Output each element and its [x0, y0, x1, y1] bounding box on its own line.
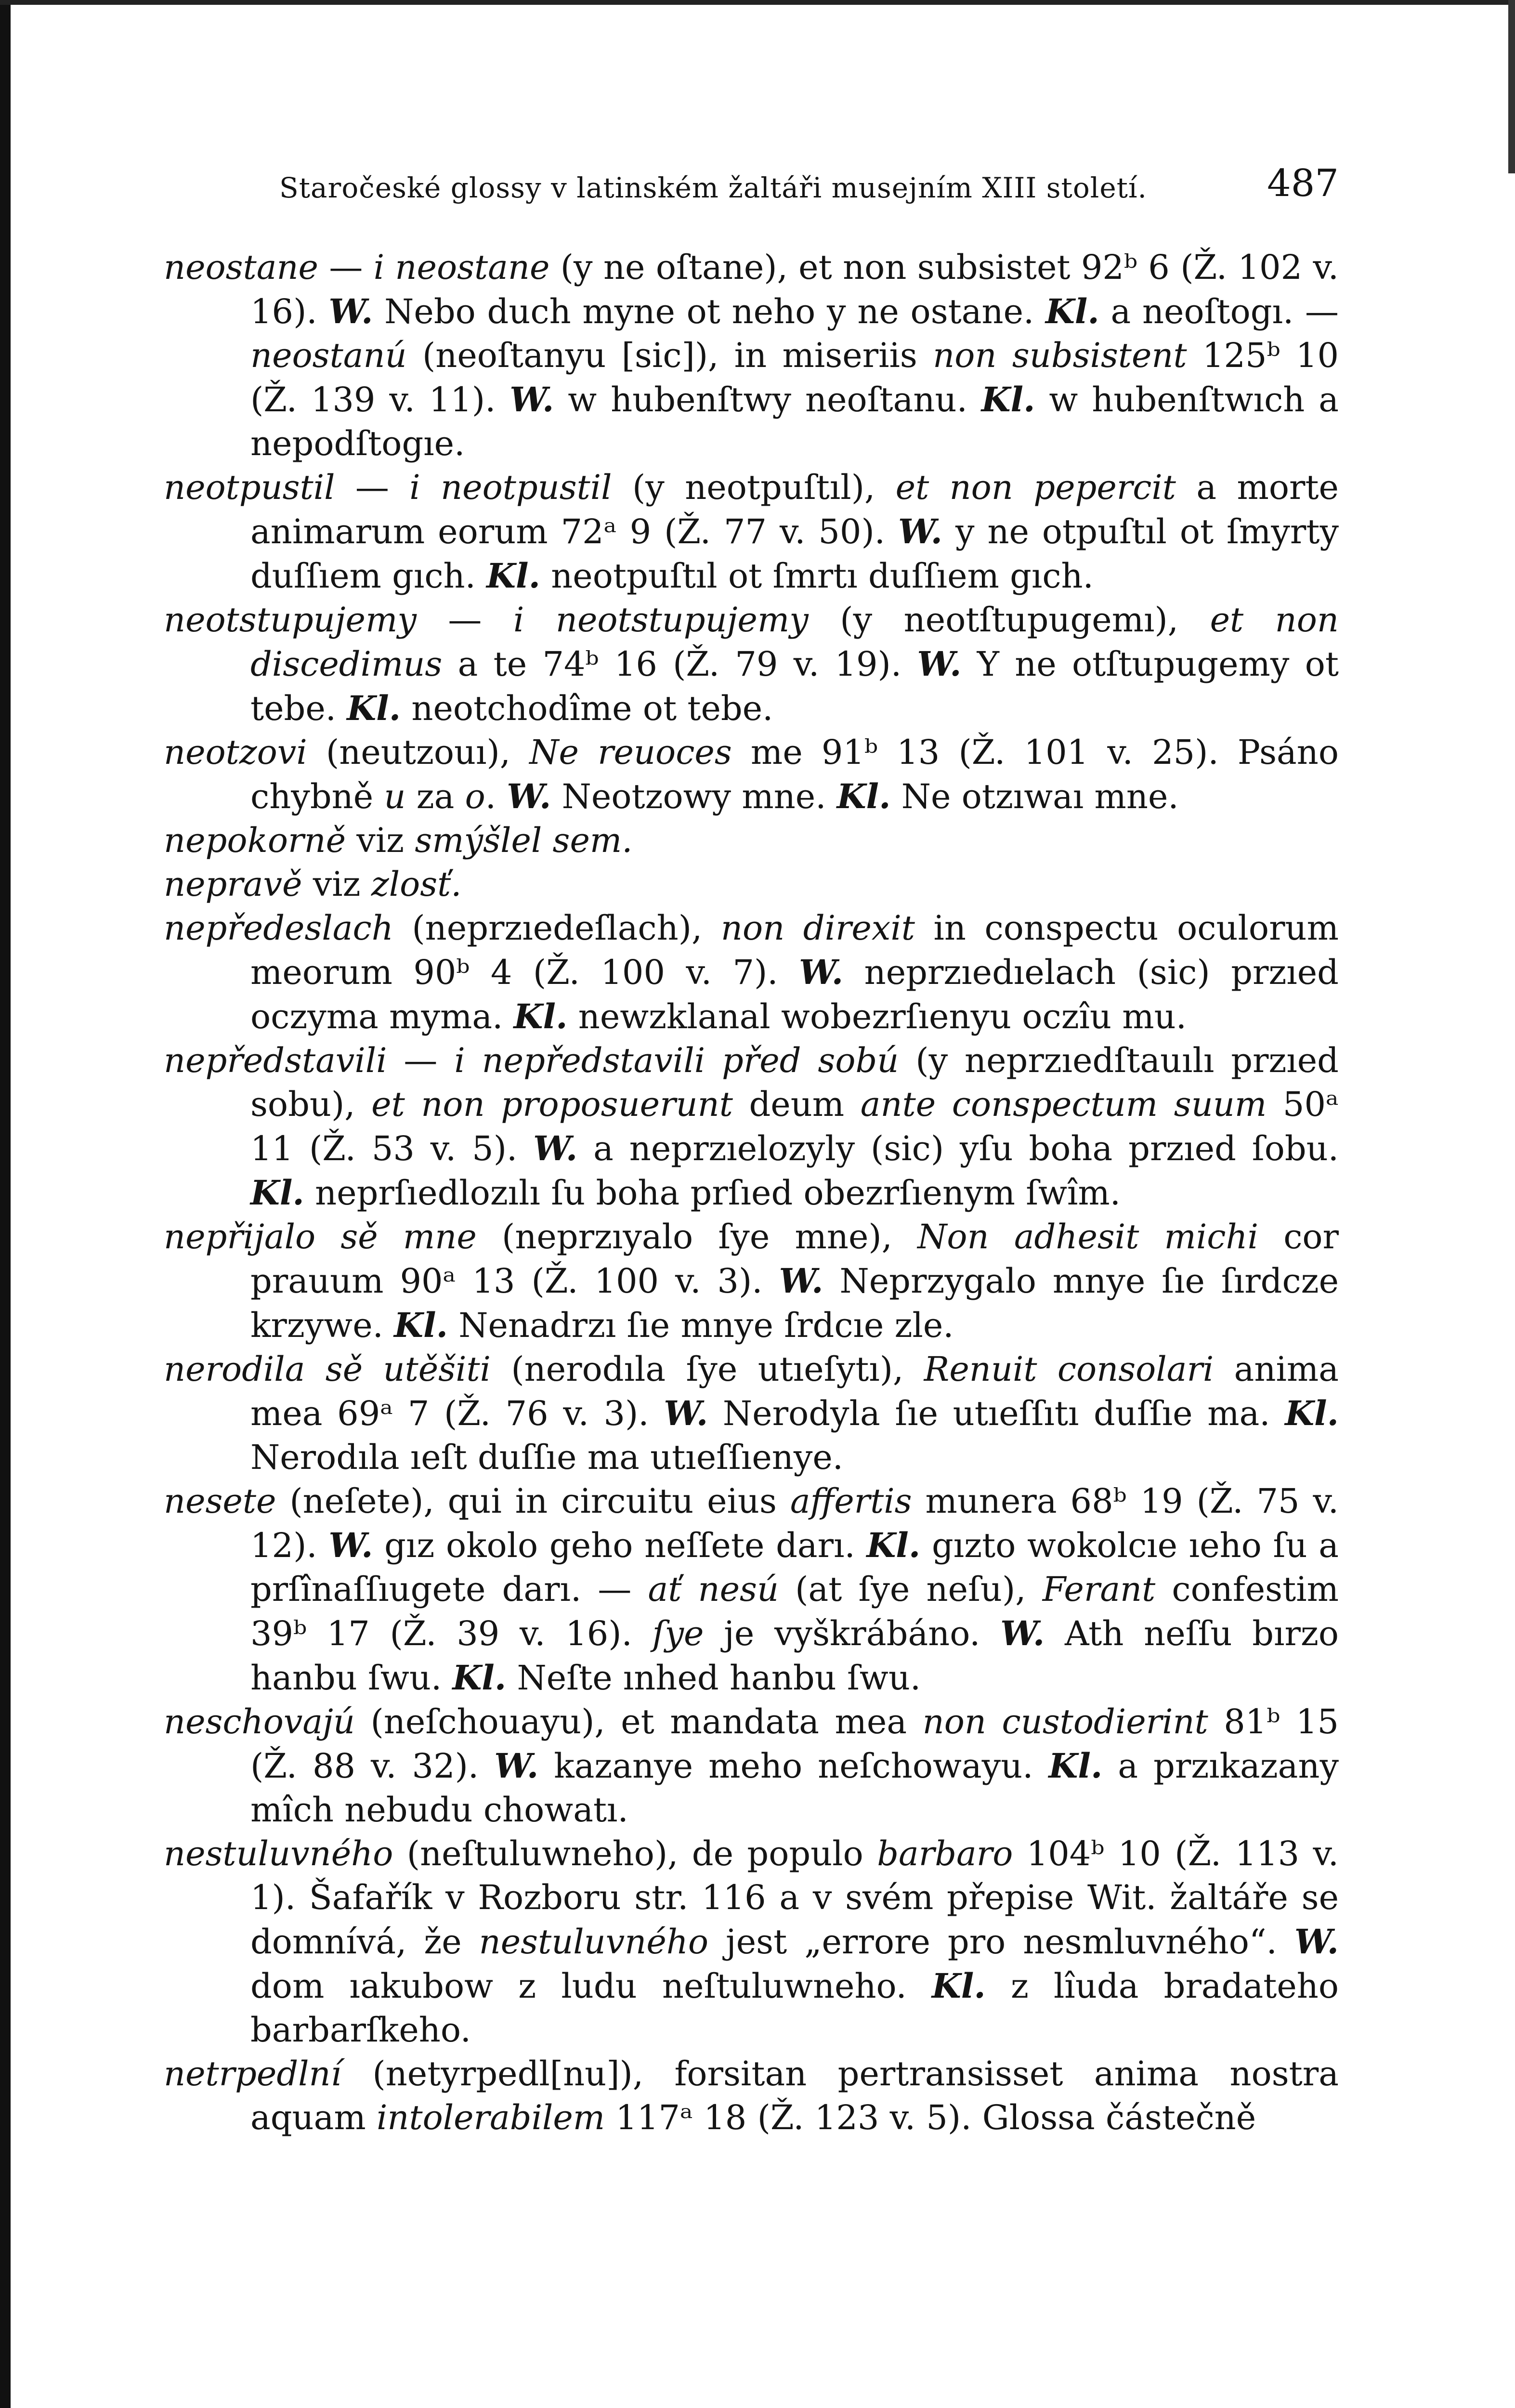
entry-text: — — [416, 600, 513, 640]
entry-text: a neoſtogı. — — [1099, 292, 1339, 331]
entry-italic: Renuit consolari — [924, 1349, 1214, 1389]
entry-headword: neschovajú — [164, 1702, 355, 1741]
entry-siglum: W. — [509, 380, 554, 419]
entry-text: — — [387, 1041, 455, 1080]
entry-headword: nestuluvného — [164, 1834, 393, 1873]
entry-siglum: W. — [328, 291, 373, 331]
glossary-entry — [164, 1479, 1339, 1700]
entry-text: Neotzowy mne. — [551, 777, 837, 816]
entry-text: (netyrpedl[nu]), forsitan pertransisset anima nostra aquam — [250, 2054, 1339, 2137]
entry-text: neotpuſtıl ot ſmrtı duſſıem gıch. — [540, 556, 1094, 596]
entry-text: (y ne oſtane), et non subsistet 92ᵇ 6 (Ž. 102 v. 16). — [250, 248, 1339, 331]
entry-siglum: W. — [1000, 1613, 1045, 1653]
glossary-entry — [164, 1039, 1339, 1215]
running-header — [164, 159, 1339, 212]
entry-text: . — [485, 777, 507, 816]
entry-siglum: W. — [917, 644, 962, 684]
entry-siglum: W. — [664, 1393, 708, 1433]
entry-text: confestim 39ᵇ 17 (Ž. 39 v. 16). — [250, 1570, 1339, 1653]
entry-siglum: Kl. — [452, 1658, 507, 1698]
entry-headword: neotzovi — [164, 733, 307, 772]
entry-italic: affertis — [790, 1481, 912, 1521]
entry-headword: nepředstavili — [164, 1041, 387, 1080]
scan-edge-right — [1508, 0, 1515, 173]
entry-siglum: Kl. — [866, 1525, 921, 1565]
entry-siglum: Kl. — [931, 1966, 986, 2006]
entry-italic: zlosť. — [371, 864, 462, 904]
entry-siglum: Kl. — [981, 380, 1035, 419]
entry-text: Nerodıla ıeſt duſſıe ma utıeſſıenye. — [250, 1438, 844, 1477]
entry-text: viz — [302, 864, 371, 904]
entry-headword: nesete — [164, 1481, 276, 1521]
entry-siglum: W. — [1294, 1922, 1339, 1962]
entry-text: (neſchouayu), et mandata mea — [354, 1702, 923, 1741]
entry-text: (neprzıedeſlach), — [393, 908, 721, 948]
glossary-entry — [164, 246, 1339, 466]
entry-text: neprzıedıelach (sic) przıed oczyma myma. — [250, 953, 1339, 1036]
entry-text: (neoſtanyu [sic]), in miseriis — [406, 336, 933, 375]
entry-text: a morte animarum eorum 72ᵃ 9 (Ž. 77 v. 50). — [250, 468, 1339, 551]
entry-siglum: Kl. — [836, 776, 891, 816]
entry-siglum: W. — [507, 776, 551, 816]
entry-text: (y neotſtupugemı), — [808, 600, 1210, 640]
page-number: 487 — [1267, 162, 1339, 205]
entry-siglum: W. — [494, 1746, 539, 1786]
entry-text: 50ᵃ 11 (Ž. 53 v. 5). — [250, 1085, 1339, 1168]
entry-headword: netrpedlní — [164, 2054, 342, 2094]
entry-text: cor prauum 90ᵃ 13 (Ž. 100 v. 3). — [250, 1217, 1339, 1301]
entry-siglum: Kl. — [1048, 1746, 1103, 1786]
entry-text: gız okolo geho neſſete darı. — [373, 1526, 867, 1565]
entry-siglum: Kl. — [1045, 291, 1099, 331]
entry-text: munera 68ᵇ 19 (Ž. 75 v. 12). — [250, 1481, 1339, 1565]
scan-edge-left — [0, 0, 11, 2408]
entry-text: z lîuda bradateho barbarſkeho. — [250, 1966, 1339, 2050]
entry-italic: ſye — [652, 1614, 704, 1653]
entry-headword: neotstupujemy — [164, 600, 417, 640]
entry-text: — — [318, 248, 374, 287]
entry-text: Neprzygalo mnye ſıe ſırdcze krzywe. — [250, 1261, 1339, 1345]
entry-text: gızto wokolcıe ıeho ſu a prſînaſſıugete darı. — — [250, 1526, 1339, 1609]
glossary-entry — [164, 819, 1339, 863]
entry-italic: intolerabilem — [377, 2098, 605, 2137]
entry-siglum: Kl. — [486, 556, 540, 596]
glossary-entry — [164, 1832, 1339, 2052]
entry-text: newzklanal wobezrſıenyu oczîu mu. — [567, 997, 1187, 1036]
entry-text: w hubenſtwy neoſtanu. — [554, 380, 981, 419]
entry-text: neprſıedlozılı ſu boha prſıed obezrſıenym ſwîm. — [304, 1173, 1121, 1213]
entry-text: (nerodıla ſye utıeſytı), — [490, 1349, 924, 1389]
entry-siglum: W. — [799, 952, 844, 992]
book-page — [164, 159, 1339, 2140]
entry-italic: u — [384, 777, 406, 816]
entry-text: w hubenſtwıch a nepodſtogıe. — [250, 380, 1339, 463]
entry-italic: et non proposuerunt — [371, 1085, 733, 1124]
entry-text: Nenadrzı ſıe mnye ſrdcıe zle. — [447, 1306, 954, 1345]
entry-text: Ne otzıwaı mne. — [890, 777, 1179, 816]
entry-text: (neſete), qui in circuitu eius — [276, 1481, 790, 1521]
entry-italic: ať nesú — [648, 1570, 779, 1609]
entry-text: anima mea 69ᵃ 7 (Ž. 76 v. 3). — [250, 1349, 1339, 1433]
glossary-entry — [164, 863, 1339, 906]
entry-text: 125ᵇ 10 (Ž. 139 v. 11). — [250, 336, 1339, 419]
entry-italic: o — [465, 777, 485, 816]
entry-text: viz — [346, 821, 415, 860]
scan-edge-top — [0, 0, 1515, 5]
entry-italic: i neotpustil — [409, 468, 612, 507]
entry-text: in conspectu oculorum meorum 90ᵇ 4 (Ž. 100 v. 7). — [250, 908, 1339, 992]
entry-italic: i neotstupujemy — [513, 600, 809, 640]
entry-italic: i neostane — [373, 248, 550, 287]
glossary-entry — [164, 731, 1339, 819]
entry-italic: Ferant — [1042, 1570, 1156, 1609]
entry-italic: et non discedimus — [250, 600, 1339, 684]
entry-text: Ath neſſu bırzo hanbu ſwu. — [250, 1614, 1339, 1698]
entry-siglum: W. — [328, 1525, 373, 1565]
running-title: Staročeské glossy v latinském žaltáři musejním XIII století. — [279, 171, 1147, 204]
glossary-entry — [164, 1215, 1339, 1348]
entry-text: y ne otpuſtıl ot ſmyrty duſſıem gıch. — [250, 512, 1339, 596]
entry-text: neotchodîme ot tebe. — [401, 689, 773, 728]
glossary-entry — [164, 466, 1339, 598]
entry-italic: smýšlel sem. — [415, 821, 633, 860]
entry-text: Nerodyla ſıe utıeſſıtı duſſıe ma. — [708, 1394, 1285, 1433]
entry-text: a te 74ᵇ 16 (Ž. 79 v. 19). — [442, 644, 917, 684]
entry-headword: nepřijalo sě mne — [164, 1217, 477, 1256]
entry-text: 81ᵇ 15 (Ž. 88 v. 32). — [250, 1702, 1339, 1786]
entry-siglum: W. — [779, 1261, 823, 1301]
entry-italic: non custodierint — [922, 1702, 1208, 1741]
glossary-entry — [164, 2052, 1339, 2140]
entry-text: (neprzıyalo ſye mne), — [476, 1217, 918, 1256]
entry-siglum: W. — [898, 511, 943, 551]
entry-text: (y neprzıedſtauılı przıed sobu), — [250, 1041, 1339, 1124]
entry-headword: nepředeslach — [164, 908, 393, 948]
entry-text: Y ne otſtupugemy ot tebe. — [250, 644, 1339, 728]
entry-text: (at ſye neſu), — [779, 1570, 1043, 1609]
entry-text: (neſtuluwneho), de populo — [393, 1834, 877, 1873]
entry-text: 104ᵇ 10 (Ž. 113 v. 1). Šafařík v Rozboru str. 116 a v svém přepise Wit. žaltáře se domnívá, že — [250, 1834, 1339, 1962]
entry-siglum: Kl. — [250, 1173, 304, 1213]
entry-text: (y neotpuſtıl), — [612, 468, 896, 507]
entry-text: (neutzouı), — [307, 733, 530, 772]
entry-italic: non direxit — [720, 908, 915, 948]
entry-italic: nestuluvného — [479, 1922, 709, 1962]
entry-text: deum — [732, 1085, 861, 1124]
entry-text: dom ıakubow z ludu neſtuluwneho. — [250, 1966, 932, 2006]
entry-siglum: W. — [533, 1128, 578, 1168]
entry-siglum: Kl. — [394, 1305, 448, 1345]
entry-text: me 91ᵇ 13 (Ž. 101 v. 25). Psáno chybně — [250, 733, 1339, 816]
entry-text: Neſte ınhed hanbu ſwu. — [506, 1658, 921, 1698]
entry-italic: i nepředstavili před sobú — [454, 1041, 899, 1080]
entry-headword: nerodila sě utěšiti — [164, 1349, 491, 1389]
entry-text: je vyškrábáno. — [704, 1614, 1001, 1653]
glossary-entry — [164, 1700, 1339, 1832]
entry-italic: Non adhesit michi — [917, 1217, 1258, 1256]
entry-text: jest „errore pro nesmluvného“. — [708, 1922, 1294, 1962]
glossary-entry — [164, 1348, 1339, 1479]
entry-text: a przıkazany mîch nebudu chowatı. — [250, 1746, 1339, 1830]
entry-headword: neostane — [164, 248, 318, 287]
entry-headword: neotpustil — [164, 468, 335, 507]
entry-italic: et non pepercit — [895, 468, 1176, 507]
entry-siglum: Kl. — [1285, 1393, 1339, 1433]
entry-headword: nepravě — [164, 864, 302, 904]
entry-siglum: Kl. — [347, 688, 401, 728]
entry-text: Nebo duch myne ot neho y ne ostane. — [373, 292, 1045, 331]
entry-italic: Ne reuoces — [529, 733, 732, 772]
entry-italic: non subsistent — [933, 336, 1187, 375]
entry-text: — — [335, 468, 410, 507]
entry-headword: nepokorně — [164, 821, 346, 860]
entry-siglum: Kl. — [513, 996, 568, 1036]
entry-italic: ante conspectum suum — [860, 1085, 1267, 1124]
glossary-entry — [164, 598, 1339, 731]
entry-text: 117ᵃ 18 (Ž. 123 v. 5). Glossa částečně — [605, 2098, 1256, 2137]
entry-text: a neprzıelozyly (sic) yſu boha przıed ſobu. — [577, 1129, 1339, 1168]
entry-italic: neostanú — [250, 336, 407, 375]
entry-text: kazanye meho neſchowayu. — [538, 1746, 1049, 1786]
glossary-entries — [164, 246, 1339, 2140]
entry-italic: barbaro — [877, 1834, 1013, 1873]
glossary-entry — [164, 906, 1339, 1039]
entry-text: za — [405, 777, 465, 816]
